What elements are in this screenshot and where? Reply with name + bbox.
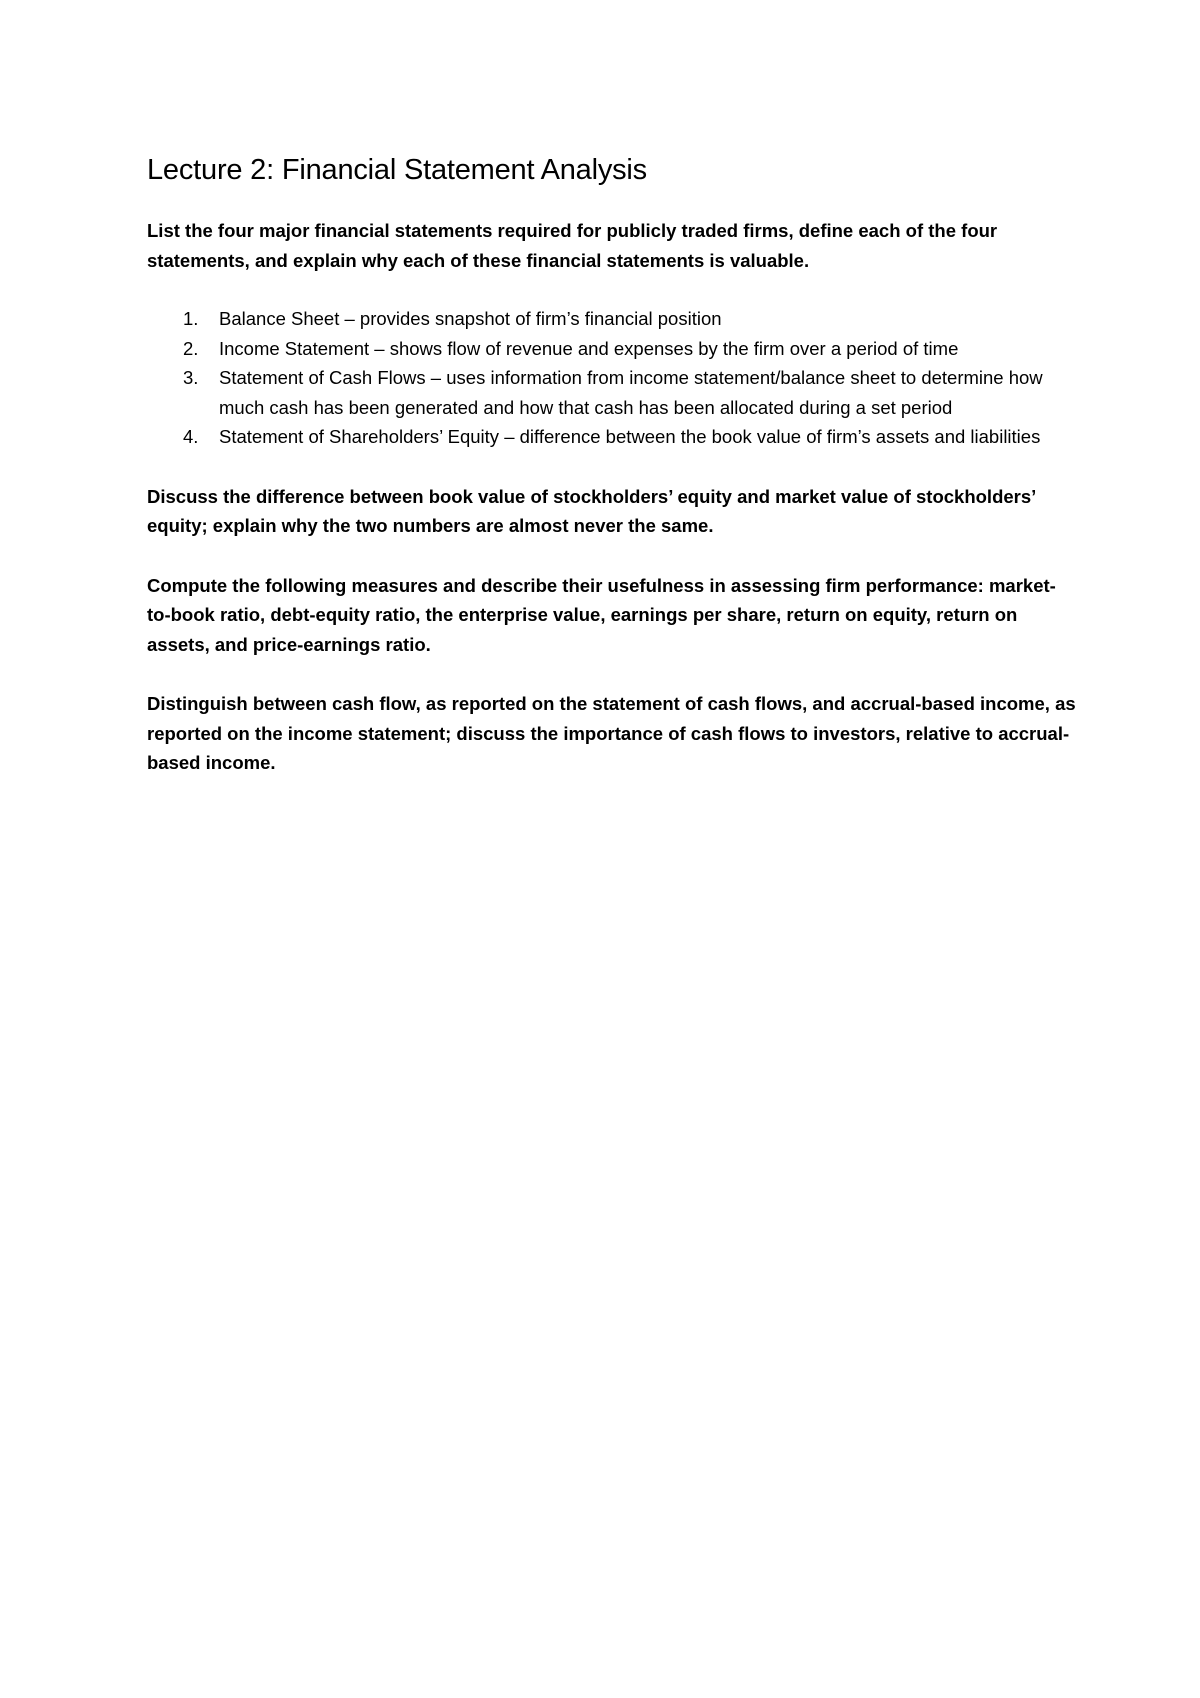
list-item-number: 1. [183, 308, 199, 329]
question-financial-statements: List the four major financial statements required for publicly traded firms, define each of the four statements, and explain why each of these financial statements is valuable. [147, 220, 998, 271]
list-item-text: Statement of Shareholders’ Equity – difference between the book value of firm’s assets and liabilities [219, 426, 1041, 447]
question-cash-flow-vs-accrual: Distinguish between cash flow, as reported on the statement of cash flows, and accrual-based income, as reported on the income statement; discuss the importance of cash flows to investors, relative to accrual-based income. [147, 693, 1076, 773]
question-book-vs-market-value: Discuss the difference between book value of stockholders’ equity and market value of stockholders’ equity; explain why the two numbers are almost never the same. [147, 485, 1036, 536]
list-item-number: 3. [183, 367, 199, 388]
list-item-text: Income Statement – shows flow of revenue and expenses by the firm over a period of time [219, 337, 959, 359]
list-item-number: 2. [183, 337, 199, 359]
list-item-balance-sheet [147, 304, 1077, 334]
question-performance-measures: Compute the following measures and describe their usefulness in assessing firm performance: market-to-book ratio, debt-equity ratio, the enterprise value, earnings per share, return on equity, return on assets, and price-earnings ratio. [147, 574, 1056, 655]
list-item-shareholders-equity [147, 422, 1077, 452]
list-item-text: Balance Sheet – provides snapshot of firm’s financial position [219, 308, 722, 329]
document-content [147, 150, 1077, 778]
list-item-income-statement [147, 334, 1077, 364]
list-item-number: 4. [183, 426, 199, 447]
list-item-cash-flows [147, 363, 1077, 422]
page-title: Lecture 2: Financial Statement Analysis [147, 154, 647, 186]
statement-list [147, 304, 1077, 452]
list-item-text: Statement of Cash Flows – uses information from income statement/balance sheet to determine how much cash has been generated and how that cash has been allocated during a set period [219, 367, 1043, 418]
